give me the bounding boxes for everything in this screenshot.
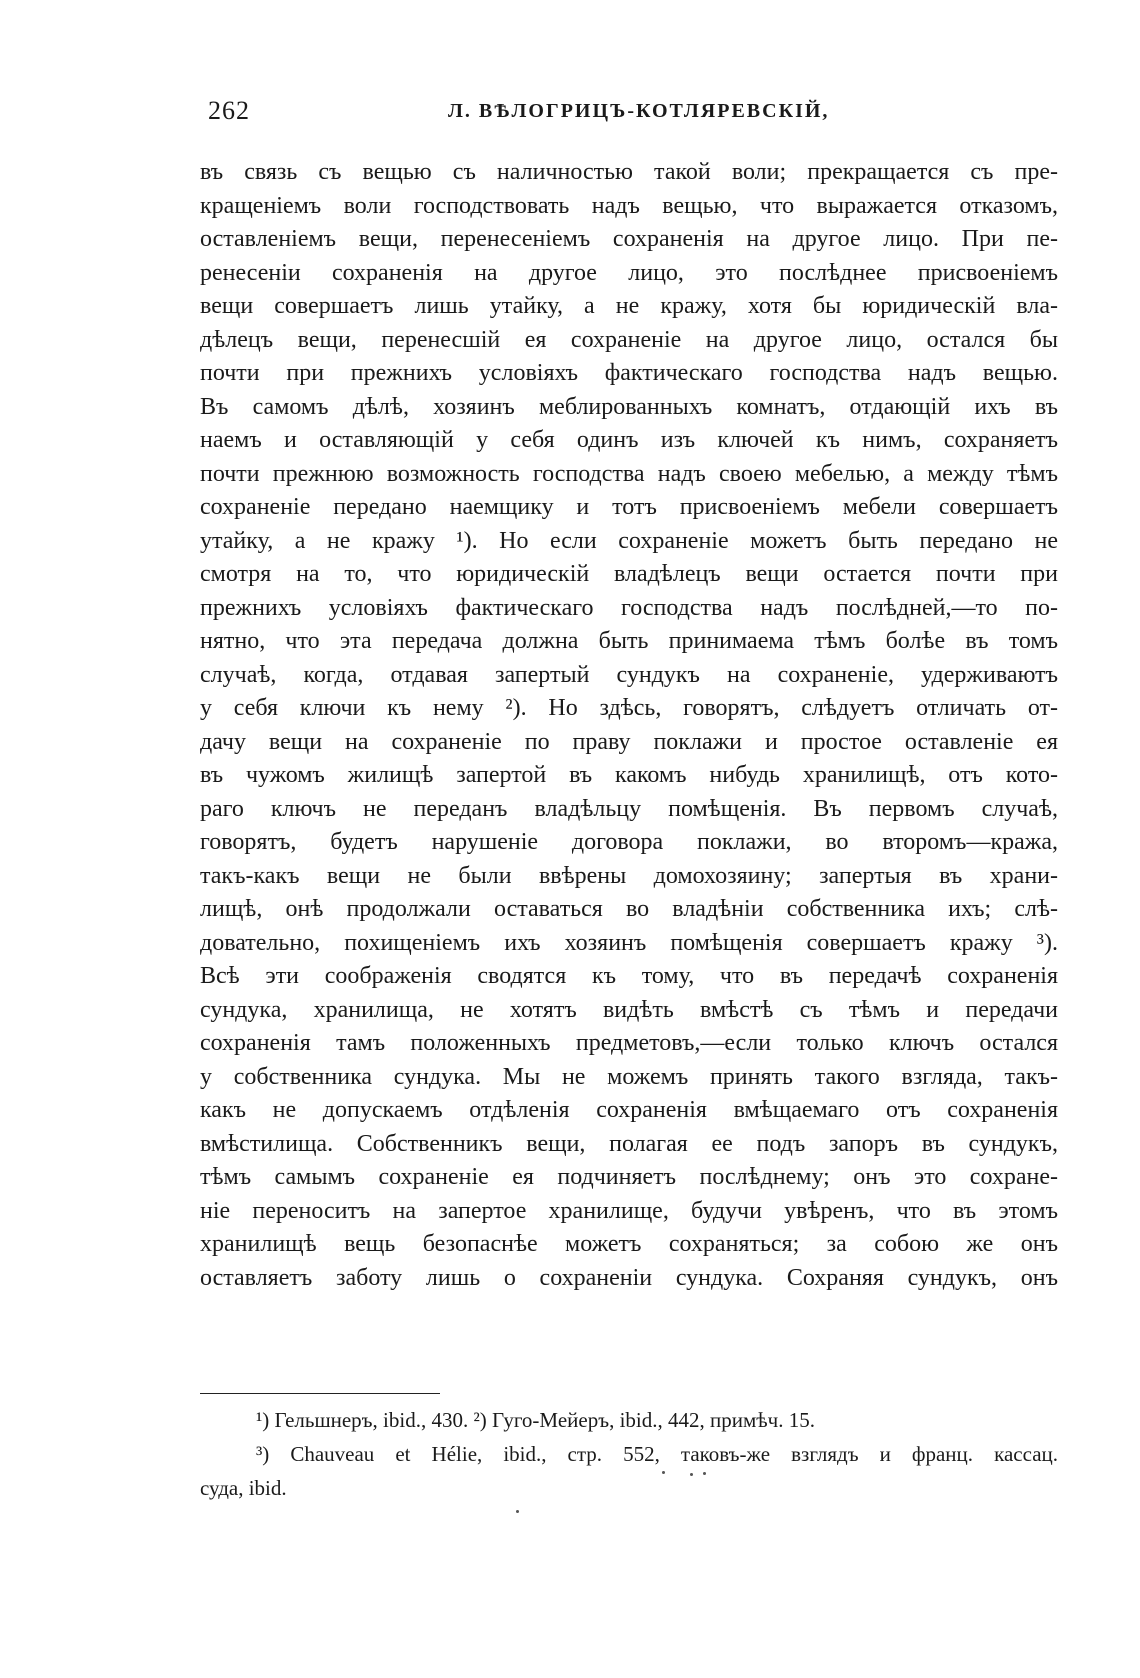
- text-line: Въ самомъ дѣлѣ, хозяинъ меблированныхъ комнатъ, отдающій ихъ въ: [200, 393, 1058, 420]
- print-speck: [516, 1510, 519, 1513]
- footnote-rule: [200, 1393, 440, 1394]
- text-line: у собственника сундука. Мы не можемъ принять такого взгляда, такъ-: [200, 1063, 1058, 1090]
- page-number: 262: [208, 96, 250, 125]
- text-line: въ связь съ вещью съ наличностью такой воли; прекращается съ пре-: [200, 159, 1058, 185]
- text-line: сундука, хранилища, не хотятъ видѣть вмѣстѣ съ тѣмъ и передачи: [200, 996, 1058, 1023]
- text-line: тѣмъ самымъ сохраненіе ея подчиняетъ послѣднему; онъ это сохране-: [200, 1164, 1058, 1190]
- text-line: у себя ключи къ нему ²). Но здѣсь, говорятъ, слѣдуетъ отличать от-: [200, 695, 1058, 721]
- text-line: смотря на то, что юридическій владѣлецъ вещи остается почти при: [200, 561, 1058, 587]
- page-header: [208, 96, 1028, 136]
- text-line: случаѣ, когда, отдавая запертый сундукъ на сохраненіе, удерживаютъ: [200, 661, 1058, 688]
- text-line: дачу вещи на сохраненіе по праву поклажи и простое оставленіе ея: [200, 728, 1058, 755]
- text-line: лищѣ, онѣ продолжали оставаться во владѣніи собственника ихъ; слѣ-: [200, 896, 1058, 922]
- text-line: почти прежнюю возможность господства надъ своею мебелью, а между тѣмъ: [200, 460, 1058, 487]
- text-line: вмѣстилища. Собственникъ вещи, полагая ее подъ запоръ въ сундукъ,: [200, 1130, 1058, 1157]
- text-line: говорятъ, будетъ нарушеніе договора поклажи, во второмъ—кража,: [200, 829, 1058, 855]
- text-line: такъ-какъ вещи не были ввѣрены домохозяину; запертыя въ храни-: [200, 862, 1058, 889]
- text-line: ренесеніи сохраненія на другое лицо, это послѣднее присвоеніемъ: [200, 259, 1058, 286]
- text-line: прежнихъ условіяхъ фактическаго господства надъ послѣдней,—то по-: [200, 594, 1058, 621]
- text-line: въ чужомъ жилищѣ запертой въ какомъ нибудь хранилищѣ, отъ кото-: [200, 762, 1058, 788]
- text-line: раго ключъ не переданъ владѣльцу помѣщенія. Въ первомъ случаѣ,: [200, 795, 1058, 822]
- text-line: хранилищѣ вещь безопаснѣе можетъ сохраняться; за собою же онъ: [200, 1231, 1058, 1257]
- running-head: Л. ВѢЛОГРИЦЪ-КОТЛЯРЕВСКІЙ,: [448, 100, 830, 122]
- body-text: [200, 156, 1058, 1295]
- text-line: сохраненія тамъ положенныхъ предметовъ,—если только ключъ остался: [200, 1030, 1058, 1056]
- text-line: оставляетъ заботу лишь о сохраненіи сундука. Сохраняя сундукъ, онъ: [200, 1264, 1058, 1291]
- text-line: наемъ и оставляющій у себя одинъ изъ ключей къ нимъ, сохраняетъ: [200, 427, 1058, 453]
- text-line: утайку, а не кражу ¹). Но если сохраненіе можетъ быть передано не: [200, 527, 1058, 554]
- text-line: кращеніемъ воли господствовать надъ вещью, что выражается отказомъ,: [200, 192, 1058, 219]
- text-line: Всѣ эти соображенія сводятся къ тому, что въ передачѣ сохраненія: [200, 963, 1058, 989]
- text-line: какъ не допускаемъ отдѣленія сохраненія вмѣщаемаго отъ сохраненія: [200, 1097, 1058, 1123]
- text-line: почти при прежнихъ условіяхъ фактическаго господства надъ вещью.: [200, 360, 1058, 386]
- text-line: вещи совершаетъ лишь утайку, а не кражу, хотя бы юридическій вла-: [200, 293, 1058, 319]
- text-line: оставленіемъ вещи, перенесеніемъ сохраненія на другое лицо. При пе-: [200, 226, 1058, 252]
- footnote-line: ¹) Гельшнеръ, ibid., 430. ²) Гуго-Мейеръ, ibid., 442, примѣч. 15.: [256, 1408, 815, 1432]
- text-line: ніе переноситъ на запертое хранилище, будучи увѣренъ, что въ этомъ: [200, 1197, 1058, 1224]
- text-line: сохраненіе передано наемщику и тотъ присвоеніемъ мебели совершаетъ: [200, 494, 1058, 520]
- print-speck: [703, 1472, 706, 1475]
- print-speck: [690, 1473, 693, 1476]
- footnote-line: суда, ibid.: [200, 1476, 287, 1500]
- footnote-line: ³) Chauveau et Hélie, ibid., стр. 552, таковъ-же взглядъ и франц. кассац.: [256, 1442, 1058, 1466]
- footnotes: [200, 1403, 1058, 1505]
- text-line: дѣлецъ вещи, перенесшій ея сохраненіе на другое лицо, остался бы: [200, 326, 1058, 353]
- print-speck: [662, 1471, 665, 1474]
- text-line: нятно, что эта передача должна быть принимаема тѣмъ болѣе въ томъ: [200, 628, 1058, 654]
- text-line: довательно, похищеніемъ ихъ хозяинъ помѣщенія совершаетъ кражу ³).: [200, 929, 1058, 956]
